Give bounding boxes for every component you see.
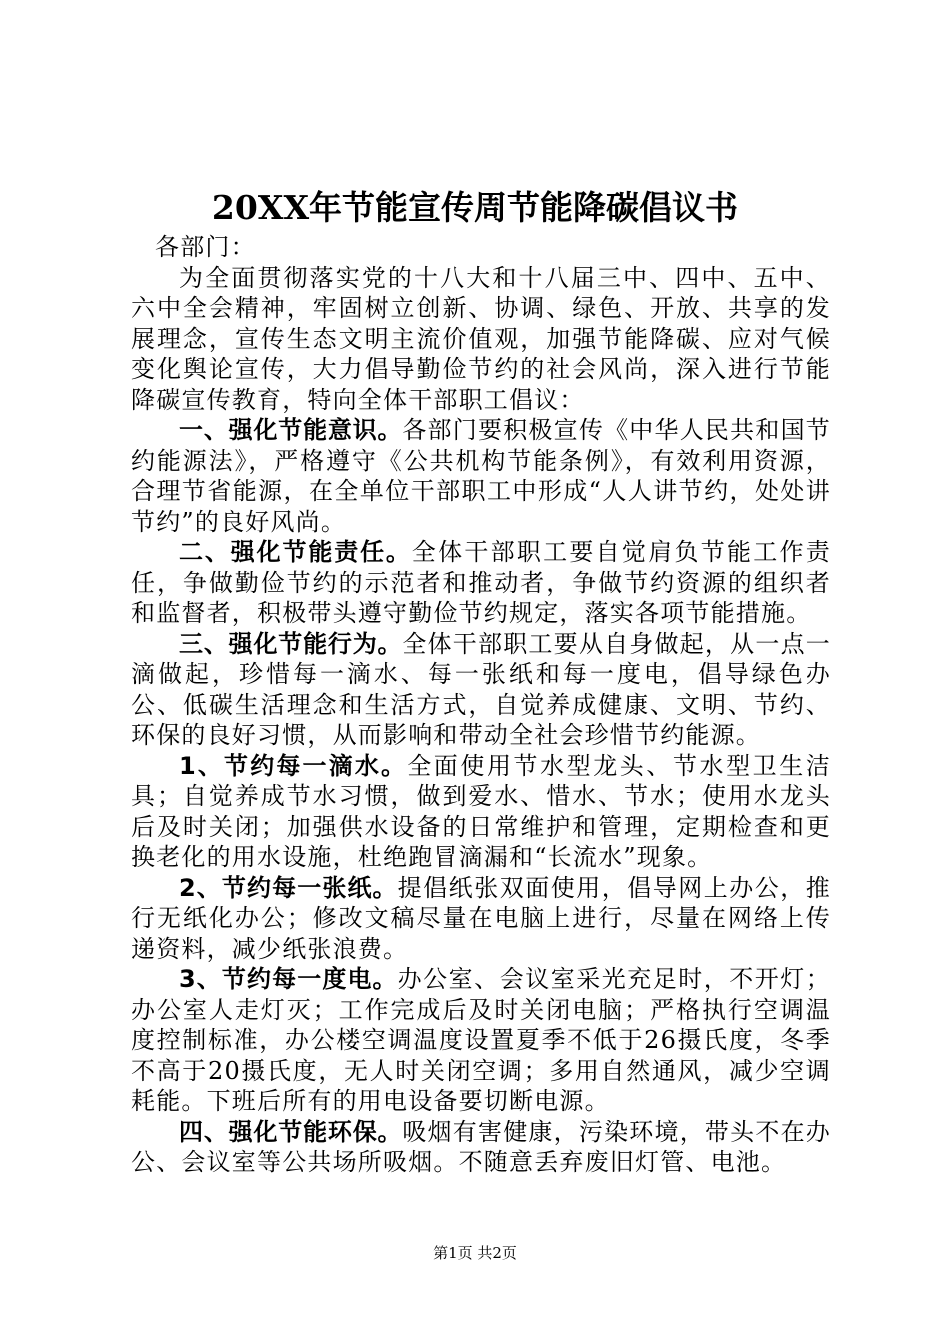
section-heading: 2、节约每一张纸。: [179, 873, 398, 902]
section-paragraph-3: [131, 629, 831, 751]
section-heading: 三、强化节能行为。: [179, 629, 403, 658]
document-title: 20XX年节能宣传周节能降碳倡议书: [211, 188, 739, 227]
section-text: 全体干部职工要从自身做起，从一点一滴做起，珍惜每一滴水、每一张纸和每一度电，倡导绿色办公、低碳生活理念和生活方式，自觉养成健康、文明、节约、环保的良好习惯，从而影响和带动全社会珍惜节约能源。: [131, 629, 831, 749]
section-heading: 四、强化节能环保。: [179, 1117, 403, 1146]
section-paragraph-4: [131, 751, 831, 873]
section-text: 全体干部职工要自觉肩负节能工作责任，争做勤俭节约的示范者和推动者，争做节约资源的组织者和监督者，积极带头遵守勤俭节约规定，落实各项节能措施。: [131, 538, 831, 627]
section-paragraph-2: [131, 537, 831, 629]
section-text: 全面使用节水型龙头、节水型卫生洁具；自觉养成节水习惯，做到爱水、惜水、节水；使用水龙头后及时关闭；加强供水设备的日常维护和管理，定期检查和更换老化的用水设施，杜绝跑冒滴漏和“长流水”现象。: [131, 751, 831, 871]
section-paragraph-5: [131, 873, 831, 965]
section-paragraph-1: [131, 415, 831, 537]
salutation: 各部门：: [155, 233, 256, 261]
page-number-footer: 第1页 共2页: [433, 1244, 517, 1262]
section-heading: 3、节约每一度电。: [179, 965, 398, 993]
intro-paragraph: 为全面贯彻落实党的十八大和十八届三中、四中、五中、六中全会精神，牢固树立创新、协调、绿色、开放、共享的发展理念，宣传生态文明主流价值观，加强节能降碳、应对气候变化舆论宣传，大力倡导勤俭节约的社会风尚，深入进行节能降碳宣传教育，特向全体干部职工倡议：: [131, 263, 831, 414]
section-text: 提倡纸张双面使用，倡导网上办公，推行无纸化办公；修改文稿尽量在电脑上进行，尽量在网络上传递资料，减少纸张浪费。: [131, 873, 831, 963]
section-paragraph-6: [131, 964, 831, 1117]
section-heading: 一、强化节能意识。: [179, 416, 403, 444]
section-heading: 1、节约每一滴水。: [179, 751, 408, 780]
section-text: 吸烟有害健康，污染环境，带头不在办公、会议室等公共场所吸烟。不随意丢弃废旧灯管、电池。: [131, 1117, 831, 1176]
section-text: 办公室、会议室采光充足时，不开灯；办公室人走灯灭；工作完成后及时关闭电脑；严格执行空调温度控制标准，办公楼空调温度设置夏季不低于26摄氏度，冬季不高于20摄氏度，无人时关闭空调；多用自然通风，减少空调耗能。下班后所有的用电设备要切断电源。: [131, 965, 831, 1115]
section-heading: 二、强化节能责任。: [179, 538, 412, 566]
document-body: [131, 232, 831, 1178]
section-paragraph-7: [131, 1117, 831, 1178]
section-text: 各部门要积极宣传《中华人民共和国节约能源法》，严格遵守《公共机构节能条例》，有效利用资源，合理节省能源，在全单位干部职工中形成“人人讲节约，处处讲节约”的良好风尚。: [131, 416, 831, 536]
